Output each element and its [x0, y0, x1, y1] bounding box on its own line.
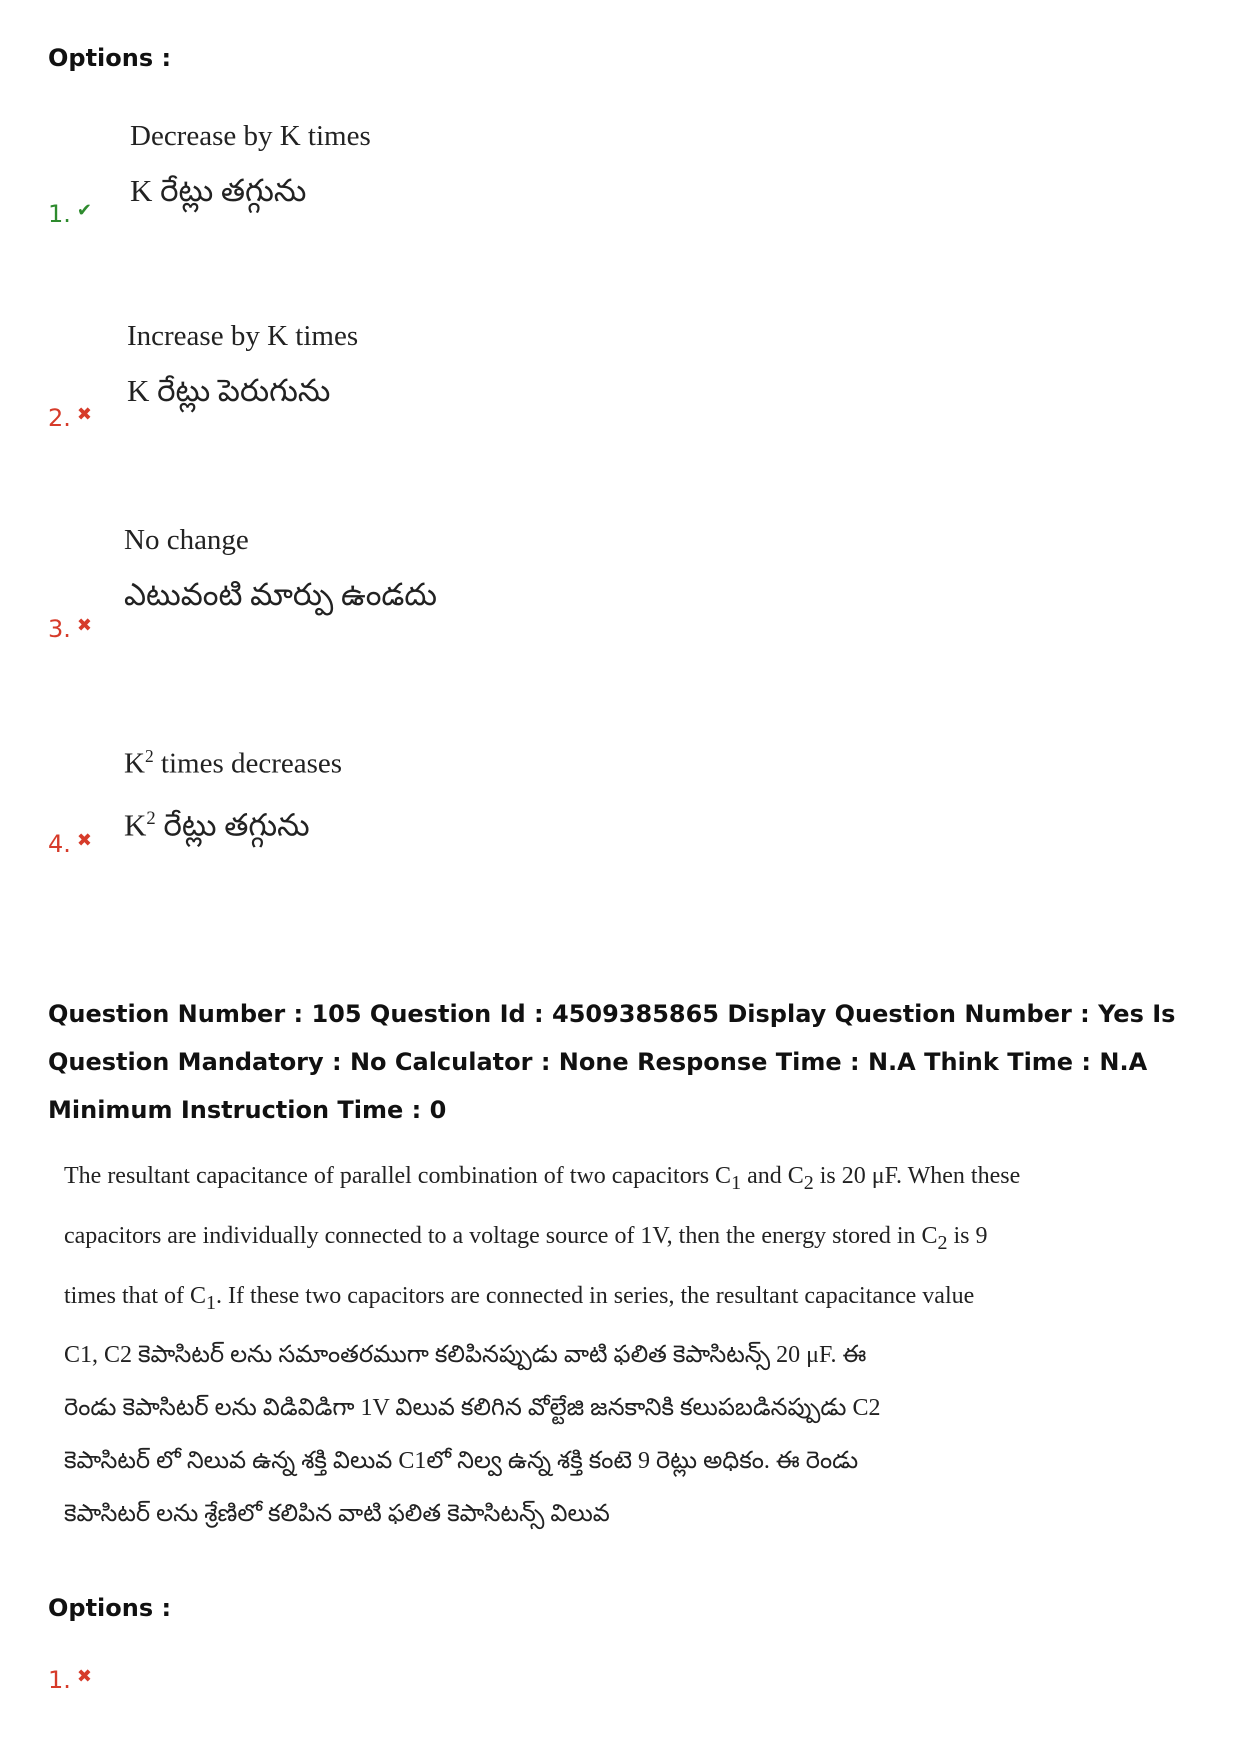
option-2-text-en: Increase by K times [127, 320, 359, 352]
question-line: రెండు కెపాసిటర్ లను విడివిడిగా 1V విలువ కలిగిన వోల్టేజి జనకానికి కలుపబడినప్పుడు C2 [64, 1395, 881, 1422]
option-2-content [127, 316, 358, 414]
question-text [64, 1150, 1021, 1541]
option-3-text-en: No change [124, 524, 249, 556]
option-4-number: 4. ✖ [48, 830, 92, 858]
next-option-1-number: 1. ✖ [48, 1666, 92, 1694]
question-meta: Question Number : 105 Question Id : 4509385865 Display Question Number : Yes Is Question Mandatory : No Calculator : None Response Time : N.A Think Time : N.A Minimum Instruction Time : 0 [48, 1000, 1176, 1124]
option-1-text-te: K రేట్లు తగ్గును [130, 173, 307, 208]
option-1-number: 1. ✔ [48, 200, 92, 228]
cross-icon: ✖ [76, 830, 92, 851]
option-1-content [130, 116, 371, 214]
option-4-content [124, 736, 342, 848]
option-4-text-te: $K^2$ రేట్లు తగ్గును [124, 806, 310, 842]
check-icon: ✔ [76, 200, 92, 221]
question-line: C1, C2 కెపాసిటర్ లను సమాంతరముగా కలిపినప్పుడు వాటి ఫలిత కెపాసిటన్స్ 20 μF. ఈ [64, 1342, 867, 1369]
question-line: times that of $C_1$. If these two capacitors are connected in series, the resultant capacitance value [64, 1282, 975, 1314]
question-line: The resultant capacitance of parallel combination of two capacitors $C_1$ and $C_2$ is 20 μF. When these [64, 1163, 1021, 1194]
option-3-number: 3. ✖ [48, 615, 92, 643]
cross-icon: ✖ [76, 404, 92, 425]
cross-icon: ✖ [76, 615, 92, 636]
question-line: capacitors are individually connected to a voltage source of 1V, then the energy stored in $C_2$ is 9 [64, 1222, 988, 1254]
option-3-content [124, 520, 437, 618]
options-heading: Options : [48, 44, 172, 72]
cross-icon: ✖ [76, 1666, 92, 1687]
option-4-text-en: $K^2$ times decreases [124, 746, 343, 780]
option-3-text-te: ఎటువంటి మార్పు ఉండదు [124, 577, 437, 612]
option-2-number: 2. ✖ [48, 404, 92, 432]
question-line: కెపాసిటర్ లో నిలువ ఉన్న శక్తి విలువ C1లో నిల్వ ఉన్న శక్తి కంటె 9 రెట్లు అధికం. ఈ రెండు [64, 1448, 859, 1475]
question-line: కెపాసిటర్ లను శ్రేణిలో కలిపిన వాటి ఫలిత కెపాసిటన్స్ విలువ [64, 1501, 610, 1528]
option-2-text-te: K రేట్లు పెరుగును [127, 373, 331, 408]
options-heading: Options : [48, 1594, 172, 1622]
option-1-text-en: Decrease by K times [130, 120, 371, 152]
